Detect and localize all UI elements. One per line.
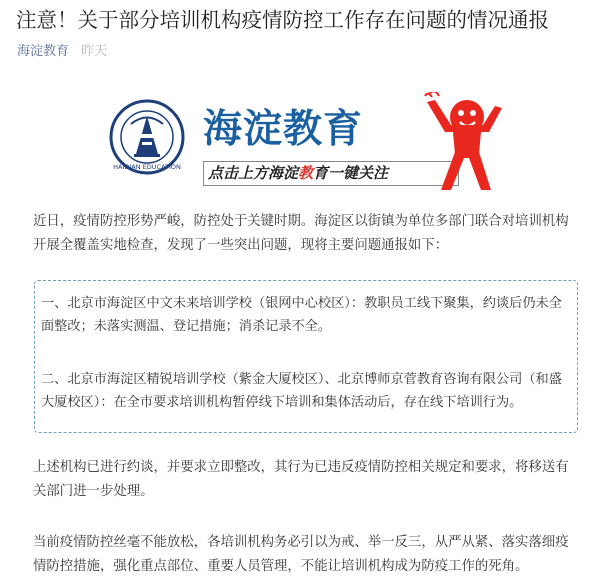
issue-item: 二、北京市海淀区精锐培训学校（紫金大厦校区）、北京博师京菅教育咨询有限公司（和盛大厦校区）：在全市要求培训机构暂停线下培训和集体活动后，存在线下培训行为。 xyxy=(41,372,562,410)
haidian-education-banner xyxy=(100,95,510,195)
brand-title: 海淀教育 xyxy=(203,107,364,152)
intro-paragraph: 近日，疫情防控形势严峻，防控处于关键时期。海淀区以街镇为单位多部门联合对培训机构开展全覆盖实地检查，发现了一些突出问题，现将主要问题通报如下： xyxy=(33,214,569,253)
slogan-after: 育一键关注 xyxy=(313,164,389,182)
follow-slogan xyxy=(203,161,459,186)
followup-paragraph: 上述机构已进行约谈，并要求立即整改，其行为已违反疫情防控相关规定和要求，将移送有关部门进一步处理。 xyxy=(33,460,569,499)
closing-paragraph: 当前疫情防控丝毫不能放松，各培训机构务必引以为戒、举一反三，从严从紧、落实落细疫情防控措施，强化重点部位、重要人员管理，不能让培训机构成为防疫工作的死角。 xyxy=(33,535,569,574)
seal-text: HAIDIAN EDUCATION xyxy=(113,163,181,171)
author-link[interactable]: 海淀教育 xyxy=(17,44,70,59)
article-meta xyxy=(17,43,107,61)
mascot-figure-icon xyxy=(423,92,503,192)
slogan-before: 点击上方海淀 xyxy=(208,164,299,182)
article-title: 注意！关于部分培训机构疫情防控工作存在问题的情况通报 xyxy=(16,8,549,32)
issues-box xyxy=(34,280,578,433)
haidian-seal-icon xyxy=(109,99,185,175)
slogan-highlight: 教 xyxy=(298,164,314,182)
publish-time: 昨天 xyxy=(81,44,108,59)
issue-item: 一、北京市海淀区中文未来培训学校（银网中心校区）：教职员工线下聚集，约谈后仍未全面整改；未落实测温、登记措施；消杀记录不全。 xyxy=(41,296,562,334)
